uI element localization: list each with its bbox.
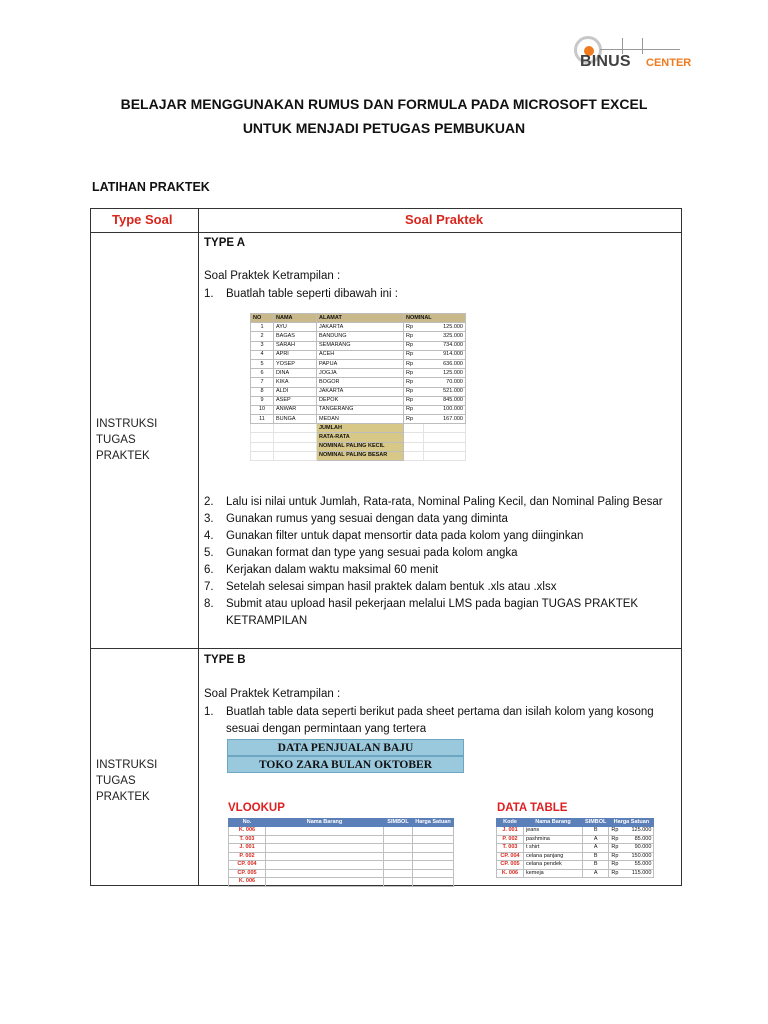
sheet-blank-cell — [274, 424, 317, 433]
sheet-cell-currency: Rp — [404, 387, 424, 396]
vlookup-code: P. 002 — [229, 852, 266, 861]
vlookup-blank-cell — [413, 878, 454, 887]
instruction-step — [204, 596, 674, 630]
sheet-blank-cell — [274, 442, 317, 451]
sheet-cell-no: 2 — [251, 332, 274, 341]
datatable-header-harga: Harga Satuan — [609, 819, 654, 827]
vlookup-blank-cell — [266, 852, 384, 861]
vlookup-blank-cell — [384, 861, 413, 870]
vlookup-header-simbol: SIMBOL — [384, 819, 413, 827]
sheet-header-alamat: ALAMAT — [317, 314, 404, 323]
instruction-step — [204, 579, 674, 596]
vlookup-blank-cell — [266, 861, 384, 870]
sheet-summary-label: JUMLAH — [317, 424, 404, 433]
datatable-harga: 55.000 — [623, 861, 654, 870]
datatable-nama: kemeja — [524, 869, 583, 878]
sheet-cell-alamat: JAKARTA — [317, 387, 404, 396]
step-number: 4. — [204, 530, 214, 542]
datatable-currency: Rp — [609, 852, 623, 861]
sheet-cell-nominal: 70.000 — [423, 378, 465, 387]
vlookup-blank-cell — [266, 869, 384, 878]
sheet-cell-nama: ANWAR — [274, 405, 317, 414]
vlookup-blank-cell — [413, 844, 454, 853]
sheet-blank-cell — [274, 433, 317, 442]
sheet-header-no: NO — [251, 314, 274, 323]
sheet-blank-cell — [251, 442, 274, 451]
sheet-blank-cell — [274, 451, 317, 460]
data-table — [496, 818, 654, 878]
datatable-simbol: A — [583, 835, 609, 844]
logo-line — [642, 38, 643, 54]
sheet-cell-nominal: 125.000 — [423, 369, 465, 378]
logo-line — [622, 38, 623, 54]
logo-brand: BINUS — [580, 53, 631, 70]
sheet-cell-currency: Rp — [404, 341, 424, 350]
sheet-cell-currency: Rp — [404, 332, 424, 341]
sheet-row — [251, 332, 466, 341]
vlookup-code: CP. 005 — [229, 869, 266, 878]
datatable-header-kode: Kode — [497, 819, 524, 827]
sheet-cell-alamat: DEPOK — [317, 396, 404, 405]
datatable-nama: celana pendek — [524, 861, 583, 870]
sheet-cell-nominal: 325.000 — [423, 332, 465, 341]
datatable-row — [497, 869, 654, 878]
sheet-cell-no: 11 — [251, 415, 274, 424]
sheet-cell-nominal: 167.000 — [423, 415, 465, 424]
sheet-summary-label: NOMINAL PALING BESAR — [317, 451, 404, 460]
step-number: 3. — [204, 513, 214, 525]
sheet-blank-cell — [251, 451, 274, 460]
sheet-row — [251, 415, 466, 424]
instruction-step — [204, 494, 674, 511]
sheet-cell-currency: Rp — [404, 415, 424, 424]
sheet-cell-alamat: BANDUNG — [317, 332, 404, 341]
step-number: 7. — [204, 581, 214, 593]
vlookup-blank-cell — [266, 835, 384, 844]
datatable-simbol: B — [583, 827, 609, 836]
table-column-divider — [198, 208, 199, 886]
datatable-harga: 85.000 — [623, 835, 654, 844]
vlookup-blank-cell — [413, 861, 454, 870]
sheet-summary-row — [251, 433, 466, 442]
vlookup-code: CP. 004 — [229, 861, 266, 870]
document-title-line1: BELAJAR MENGGUNAKAN RUMUS DAN FORMULA PADA MICROSOFT EXCEL — [120, 96, 648, 112]
instruction-step — [204, 528, 674, 545]
step-text: Setelah selesai simpan hasil praktek dalam bentuk .xls atau .xlsx — [226, 581, 557, 593]
vlookup-row — [229, 844, 454, 853]
sheet-cell-alamat: BOGOR — [317, 378, 404, 387]
vlookup-row — [229, 835, 454, 844]
step-number: 8. — [204, 598, 214, 610]
vlookup-code: K. 006 — [229, 827, 266, 836]
sheet-cell-alamat: MEDAN — [317, 415, 404, 424]
vlookup-header-harga: Harga Satuan — [413, 819, 454, 827]
sheet-cell-alamat: TANGERANG — [317, 405, 404, 414]
instruction-step — [204, 562, 674, 579]
datatable-simbol: B — [583, 852, 609, 861]
sheet-cell-nama: BUNGA — [274, 415, 317, 424]
vlookup-row — [229, 861, 454, 870]
datatable-code: K. 006 — [497, 869, 524, 878]
sheet-cell-currency: Rp — [404, 396, 424, 405]
row-b-label: INSTRUKSI TUGAS PRAKTEK — [96, 759, 158, 803]
vlookup-blank-cell — [384, 827, 413, 836]
binus-center-logo — [562, 22, 702, 80]
sheet-cell-nama: KIKA — [274, 378, 317, 387]
sheet-blank-cell — [404, 424, 424, 433]
header-type-soal: Type Soal — [112, 212, 173, 227]
vlookup-blank-cell — [413, 827, 454, 836]
datatable-nama: jeans — [524, 827, 583, 836]
vlookup-title: VLOOKUP — [228, 802, 285, 814]
type-b-heading: TYPE B — [204, 654, 246, 666]
datatable-nama: pashmina — [524, 835, 583, 844]
vlookup-code: K. 006 — [229, 878, 266, 887]
sheet-row — [251, 341, 466, 350]
step-text: Kerjakan dalam waktu maksimal 60 menit — [226, 564, 439, 576]
step-text: Submit atau upload hasil pekerjaan melalui LMS pada bagian TUGAS PRAKTEK KETRAMPILAN — [226, 598, 639, 627]
logo-sub: CENTER — [646, 57, 692, 69]
datatable-simbol: A — [583, 869, 609, 878]
sheet-cell-no: 5 — [251, 359, 274, 368]
step-text: Gunakan format dan type yang sesuai pada kolom angka — [226, 547, 518, 559]
sheet-cell-no: 7 — [251, 378, 274, 387]
sheet-cell-no: 1 — [251, 323, 274, 332]
sheet-cell-currency: Rp — [404, 369, 424, 378]
sheet-cell-alamat: JAKARTA — [317, 323, 404, 332]
sheet-row — [251, 396, 466, 405]
datatable-harga: 90.000 — [623, 844, 654, 853]
sheet-blank-cell — [423, 433, 465, 442]
vlookup-blank-cell — [266, 878, 384, 887]
datatable-simbol: B — [583, 861, 609, 870]
sheet-cell-currency: Rp — [404, 405, 424, 414]
instruction-step — [204, 511, 674, 528]
sheet-cell-nama: ALDI — [274, 387, 317, 396]
vlookup-blank-cell — [413, 835, 454, 844]
sheet-blank-cell — [251, 433, 274, 442]
datatable-row — [497, 852, 654, 861]
sheet-cell-nama: DINA — [274, 369, 317, 378]
sheet-cell-alamat: ACEH — [317, 350, 404, 359]
datatable-currency: Rp — [609, 844, 623, 853]
sheet-cell-nama: SARAH — [274, 341, 317, 350]
datatable-harga: 125.000 — [623, 827, 654, 836]
sheet-summary-label: NOMINAL PALING KECIL — [317, 442, 404, 451]
instruction-step — [204, 545, 674, 562]
vlookup-blank-cell — [384, 878, 413, 887]
sheet-blank-cell — [251, 424, 274, 433]
header-soal-praktek: Soal Praktek — [405, 212, 484, 227]
sheet-row — [251, 387, 466, 396]
datatable-code: CP. 005 — [497, 861, 524, 870]
datatable-code: J. 001 — [497, 827, 524, 836]
vlookup-code: J. 001 — [229, 844, 266, 853]
datatable-code: T. 003 — [497, 844, 524, 853]
datatable-simbol: A — [583, 844, 609, 853]
sheet-cell-nominal: 521.000 — [423, 387, 465, 396]
vlookup-blank-cell — [384, 835, 413, 844]
step-text: Gunakan filter untuk dapat mensortir data pada kolom yang diinginkan — [226, 530, 584, 542]
datatable-header-nama: Nama Barang — [524, 819, 583, 827]
table-divider — [90, 232, 682, 233]
sheet-blank-cell — [423, 424, 465, 433]
sheet-cell-nominal: 100.000 — [423, 405, 465, 414]
vlookup-row — [229, 878, 454, 887]
sheet-row — [251, 369, 466, 378]
sheet-cell-currency: Rp — [404, 323, 424, 332]
vlookup-row — [229, 869, 454, 878]
vlookup-blank-cell — [384, 852, 413, 861]
step-text: Gunakan rumus yang sesuai dengan data yang diminta — [226, 513, 508, 525]
sheet-row — [251, 323, 466, 332]
sheet-header-nama: NAMA — [274, 314, 317, 323]
datatable-row — [497, 827, 654, 836]
sheet-cell-alamat: PAPUA — [317, 359, 404, 368]
vlookup-header-nama: Nama Barang — [266, 819, 384, 827]
datatable-harga: 150.000 — [623, 852, 654, 861]
datatable-currency: Rp — [609, 861, 623, 870]
sheet-summary-row — [251, 451, 466, 460]
vlookup-blank-cell — [384, 844, 413, 853]
datatable-row — [497, 844, 654, 853]
datatable-nama: t shirt — [524, 844, 583, 853]
sheet-blank-cell — [404, 442, 424, 451]
section-heading: LATIHAN PRAKTEK — [92, 180, 210, 194]
sheet-header-nominal: NOMINAL — [404, 314, 466, 323]
datatable-title: DATA TABLE — [497, 802, 568, 814]
vlookup-blank-cell — [266, 827, 384, 836]
type-a-intro: Soal Praktek Ketrampilan : — [204, 270, 341, 282]
sheet-cell-currency: Rp — [404, 359, 424, 368]
vlookup-row — [229, 852, 454, 861]
vlookup-header-no: No. — [229, 819, 266, 827]
type-a-sheet — [250, 313, 466, 461]
sheet-cell-alamat: JOGJA — [317, 369, 404, 378]
datatable-currency: Rp — [609, 835, 623, 844]
vlookup-blank-cell — [266, 844, 384, 853]
datatable-currency: Rp — [609, 869, 623, 878]
sheet-cell-nominal: 734.000 — [423, 341, 465, 350]
datatable-code: CP. 004 — [497, 852, 524, 861]
step-number: 6. — [204, 564, 214, 576]
step-number: 2. — [204, 496, 214, 508]
vlookup-blank-cell — [384, 869, 413, 878]
sheet-blank-cell — [404, 433, 424, 442]
step-text: Lalu isi nilai untuk Jumlah, Rata-rata, Nominal Paling Kecil, dan Nominal Paling Besar — [226, 496, 663, 508]
type-a-steps — [204, 494, 674, 630]
sheet-cell-no: 9 — [251, 396, 274, 405]
vlookup-blank-cell — [413, 852, 454, 861]
step-number: 5. — [204, 547, 214, 559]
vlookup-code: T. 003 — [229, 835, 266, 844]
sheet-cell-nama: APRI — [274, 350, 317, 359]
datatable-row — [497, 835, 654, 844]
sheet-cell-nama: AYU — [274, 323, 317, 332]
sheet-cell-nominal: 845.000 — [423, 396, 465, 405]
sheet-cell-no: 8 — [251, 387, 274, 396]
sheet-row — [251, 378, 466, 387]
vlookup-blank-cell — [413, 869, 454, 878]
table-divider — [90, 648, 682, 649]
datatable-header-simbol: SIMBOL — [583, 819, 609, 827]
datatable-harga: 115.000 — [623, 869, 654, 878]
sheet-row — [251, 359, 466, 368]
type-a-item1: 1. Buatlah table seperti dibawah ini : — [204, 288, 398, 300]
vlookup-row — [229, 827, 454, 836]
type-b-intro: Soal Praktek Ketrampilan : — [204, 688, 341, 700]
sheet-cell-nama: YOSEP — [274, 359, 317, 368]
logo-line — [600, 49, 680, 50]
sheet-summary-row — [251, 424, 466, 433]
sheet-cell-no: 3 — [251, 341, 274, 350]
sheet-cell-nama: ASEP — [274, 396, 317, 405]
banner-toko-zara: TOKO ZARA BULAN OKTOBER — [227, 756, 464, 773]
sheet-cell-no: 6 — [251, 369, 274, 378]
sheet-cell-nama: BAGAS — [274, 332, 317, 341]
sheet-row — [251, 405, 466, 414]
datatable-nama: celana panjang — [524, 852, 583, 861]
datatable-code: P. 002 — [497, 835, 524, 844]
sheet-row — [251, 350, 466, 359]
sheet-cell-alamat: SEMARANG — [317, 341, 404, 350]
sheet-blank-cell — [423, 451, 465, 460]
document-title-line2: UNTUK MENJADI PETUGAS PEMBUKUAN — [242, 120, 526, 136]
datatable-currency: Rp — [609, 827, 623, 836]
sheet-cell-no: 10 — [251, 405, 274, 414]
datatable-row — [497, 861, 654, 870]
sheet-summary-label: RATA-RATA — [317, 433, 404, 442]
sheet-cell-nominal: 125.000 — [423, 323, 465, 332]
vlookup-table — [228, 818, 454, 887]
banner-data-penjualan: DATA PENJUALAN BAJU — [227, 739, 464, 756]
sheet-cell-nominal: 914.000 — [423, 350, 465, 359]
sheet-cell-currency: Rp — [404, 350, 424, 359]
type-b-item1: 1. Buatlah table data seperti berikut pada sheet pertama dan isilah kolom yang kosong sesuai dengan permintaan yang tertera — [204, 706, 654, 735]
sheet-summary-row — [251, 442, 466, 451]
sheet-blank-cell — [423, 442, 465, 451]
sheet-cell-nominal: 636.000 — [423, 359, 465, 368]
sheet-blank-cell — [404, 451, 424, 460]
row-a-label: INSTRUKSI TUGAS PRAKTEK — [96, 418, 158, 462]
type-a-heading: TYPE A — [204, 237, 246, 249]
sheet-cell-no: 4 — [251, 350, 274, 359]
sheet-cell-currency: Rp — [404, 378, 424, 387]
